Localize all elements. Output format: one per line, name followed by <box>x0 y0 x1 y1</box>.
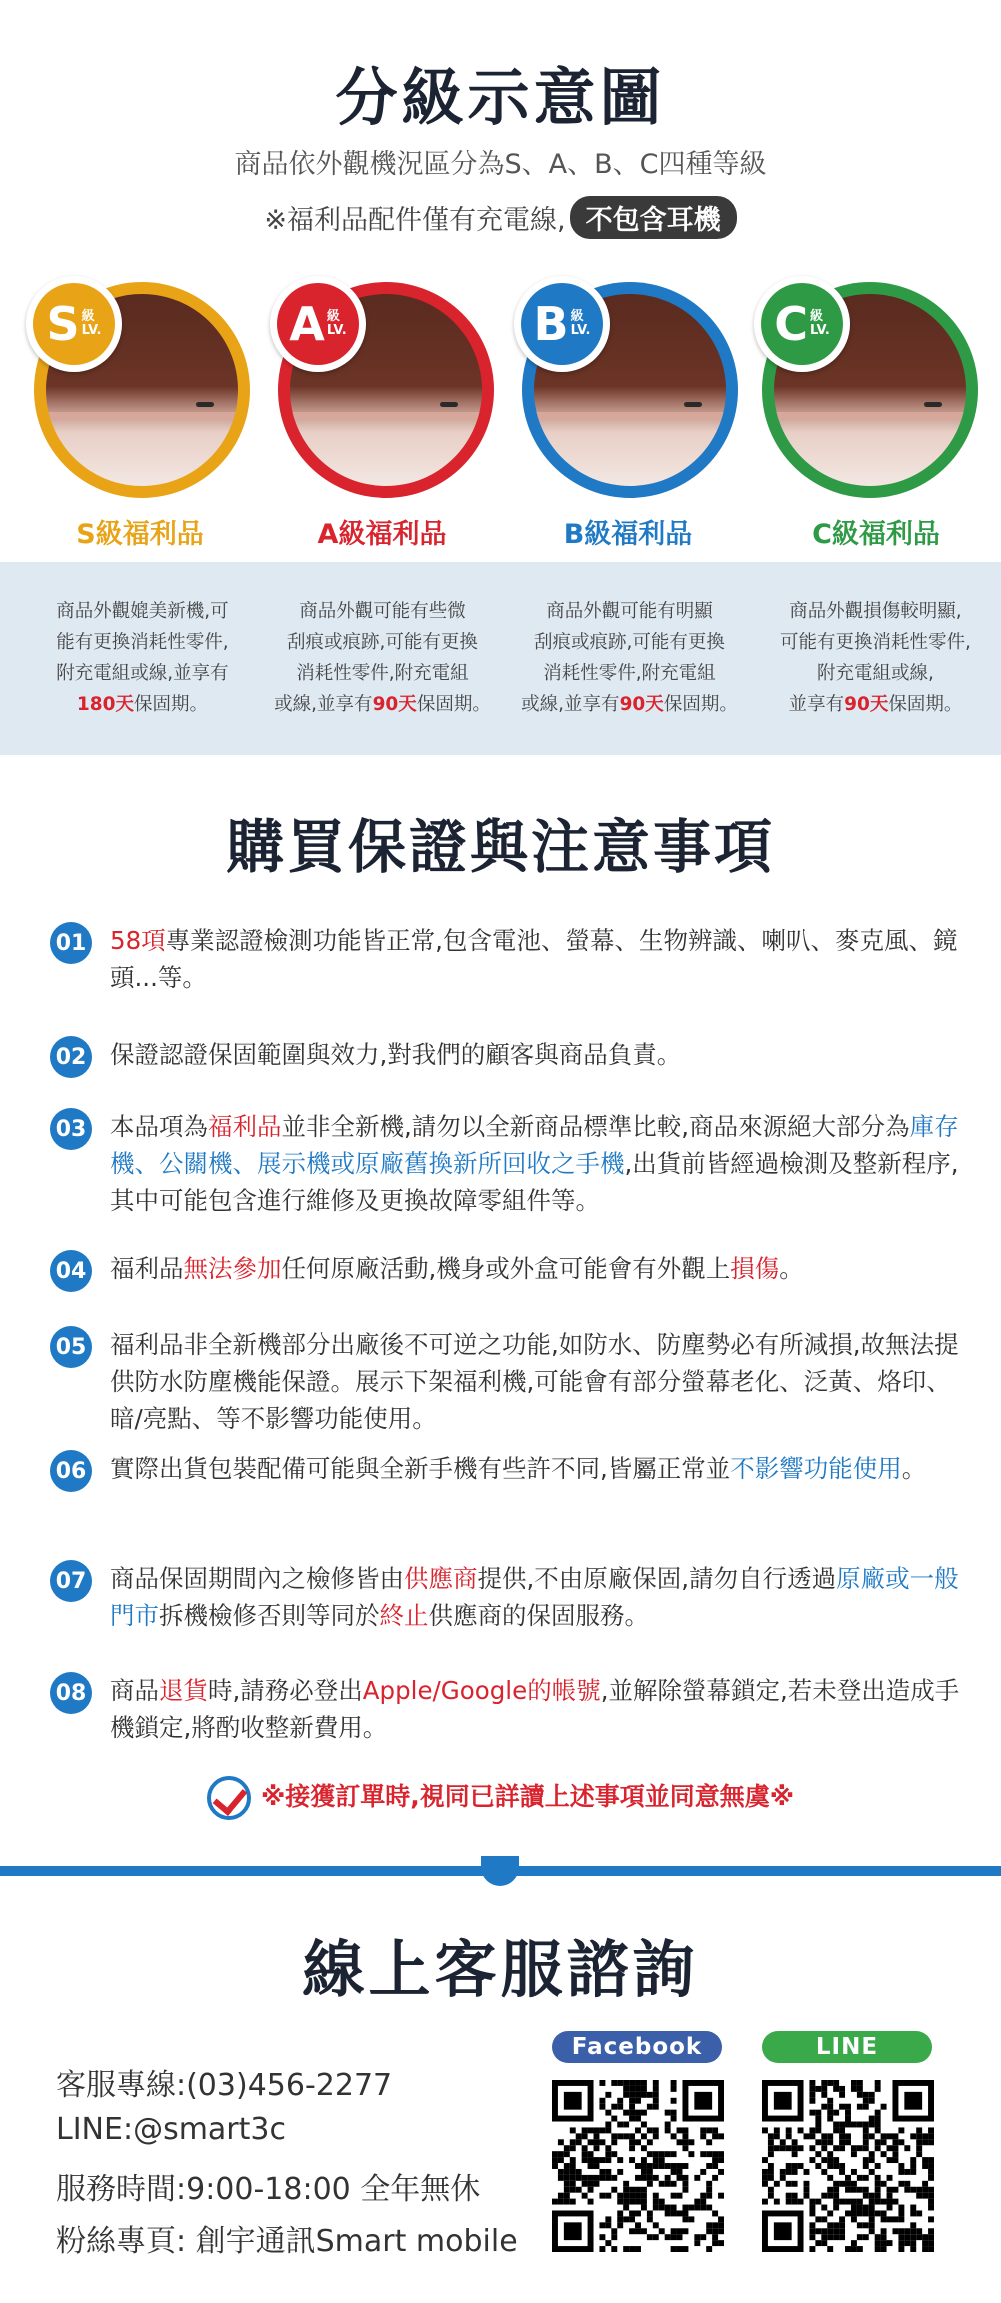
item-number-badge: 02 <box>50 1036 92 1078</box>
item-number-badge: 03 <box>50 1108 92 1150</box>
grade-badge <box>754 276 850 372</box>
grade-lv: 級 LV. <box>81 309 102 338</box>
grade-badge <box>270 276 366 372</box>
grade-badge <box>26 276 122 372</box>
item-number-badge: 04 <box>50 1250 92 1292</box>
grade-letter: A <box>289 297 325 351</box>
grade-badge-core <box>33 283 115 365</box>
contact-title: 線上客服諮詢 <box>302 1933 699 2006</box>
item-number-badge: 05 <box>50 1326 92 1368</box>
item-number-badge: 07 <box>50 1560 92 1602</box>
grade-badge <box>514 276 610 372</box>
grade-a-description: 商品外觀可能有些微 刮痕或痕跡,可能有更換 消耗性零件,附充電組 或線,並享有90天保固期。 <box>274 601 491 715</box>
grade-a-name: A級福利品 <box>317 519 447 550</box>
warranty-title: 購買保證與注意事項 <box>225 813 775 881</box>
accessory-note <box>0 196 1001 239</box>
grade-c-description: 商品外觀損傷較明顯, 可能有更換消耗性零件, 附充電組或線, 並享有90天保固期。 <box>780 601 971 715</box>
phone-frame <box>534 412 726 420</box>
phone-port <box>684 402 702 407</box>
grade-s-image <box>34 282 250 498</box>
no-earphone-pill: 不包含耳機 <box>570 196 737 239</box>
contact-line-id: LINE:@smart3c <box>56 2112 286 2147</box>
item-text: 58項專業認證檢測功能皆正常,包含電池、螢幕、生物辨識、喇叭、麥克風、鏡頭...等。 <box>110 926 958 992</box>
grade-c-image <box>762 282 978 498</box>
divider-tab <box>481 1856 519 1886</box>
grade-b-name: B級福利品 <box>563 519 693 550</box>
item-text: 實際出貨包裝配備可能與全新手機有些許不同,皆屬正常並不影響功能使用。 <box>110 1454 927 1483</box>
grade-b-image <box>522 282 738 498</box>
phone-port <box>924 402 942 407</box>
phone-port <box>196 402 214 407</box>
agreement-note <box>0 1776 1001 1820</box>
facebook-qr-code[interactable] <box>552 2080 724 2252</box>
item-text: 商品保固期間內之檢修皆由供應商提供,不由原廠保固,請勿自行透過原廠或一般門市拆機檢修否則等同於終止供應商的保固服務。 <box>110 1564 959 1630</box>
grade-lv: 級 LV. <box>326 309 347 338</box>
grade-letter: S <box>46 297 80 351</box>
agreement-text: ※接獲訂單時,視同已詳讀上述事項並同意無虞※ <box>260 1782 795 1811</box>
item-number-badge: 01 <box>50 922 92 964</box>
item-text: 本品項為福利品並非全新機,請勿以全新商品標準比較,商品來源絕大部分為庫存機、公關機、展示機或原廠舊換新所回收之手機,出貨前皆經過檢測及整新程序,其中可能包含進行維修及更換故障零組件等。 <box>110 1112 959 1215</box>
checkmark-icon <box>207 1776 251 1820</box>
line-qr-code[interactable] <box>762 2080 934 2252</box>
grade-letter: C <box>774 297 808 351</box>
item-number-badge: 08 <box>50 1672 92 1714</box>
contact-phone: 客服專線:(03)456-2277 <box>56 2068 393 2103</box>
contact-fanpage: 粉絲專頁: 創宇通訊Smart mobile <box>56 2224 518 2259</box>
phone-frame <box>774 412 966 420</box>
item-number-badge: 06 <box>50 1450 92 1492</box>
item-text: 保證認證保固範圍與效力,對我們的顧客與商品負責。 <box>110 1040 682 1069</box>
grade-badge-core <box>521 283 603 365</box>
grade-lv: 級 LV. <box>809 309 830 338</box>
grade-s-name: S級福利品 <box>76 519 204 550</box>
grade-letter: B <box>533 297 569 351</box>
grading-subtitle: 商品依外觀機況區分為S、A、B、C四種等級 <box>234 149 767 180</box>
item-text: 商品退貨時,請務必登出Apple/Google的帳號,並解除螢幕鎖定,若未登出造成手機鎖定,將酌收整新費用。 <box>110 1676 960 1742</box>
grade-a-image <box>278 282 494 498</box>
grade-badge-core <box>277 283 359 365</box>
grade-badge-core <box>761 283 843 365</box>
grade-b-description: 商品外觀可能有明顯 刮痕或痕跡,可能有更換 消耗性零件,附充電組 或線,並享有90天保固期。 <box>521 601 738 715</box>
grade-c-name: C級福利品 <box>812 519 940 550</box>
contact-hours: 服務時間:9:00-18:00 全年無休 <box>56 2172 481 2207</box>
phone-port <box>440 402 458 407</box>
phone-frame <box>46 412 238 420</box>
facebook-label: Facebook <box>552 2031 722 2063</box>
phone-frame <box>290 412 482 420</box>
line-label: LINE <box>762 2031 932 2063</box>
accessory-note-text: ※福利品配件僅有充電線, <box>264 205 566 236</box>
grade-lv: 級 LV. <box>570 309 591 338</box>
grade-s-description: 商品外觀媲美新機,可 能有更換消耗性零件, 附充電組或線,並享有 180天保固期。 <box>56 601 229 715</box>
item-text: 福利品無法參加任何原廠活動,機身或外盒可能會有外觀上損傷。 <box>110 1254 804 1283</box>
item-text: 福利品非全新機部分出廠後不可逆之功能,如防水、防塵勢必有所減損,故無法提供防水防塵機能保證。展示下架福利機,可能會有部分螢幕老化、泛黃、烙印、暗/亮點、等不影響功能使用。 <box>110 1330 959 1433</box>
grading-title: 分級示意圖 <box>335 61 666 134</box>
